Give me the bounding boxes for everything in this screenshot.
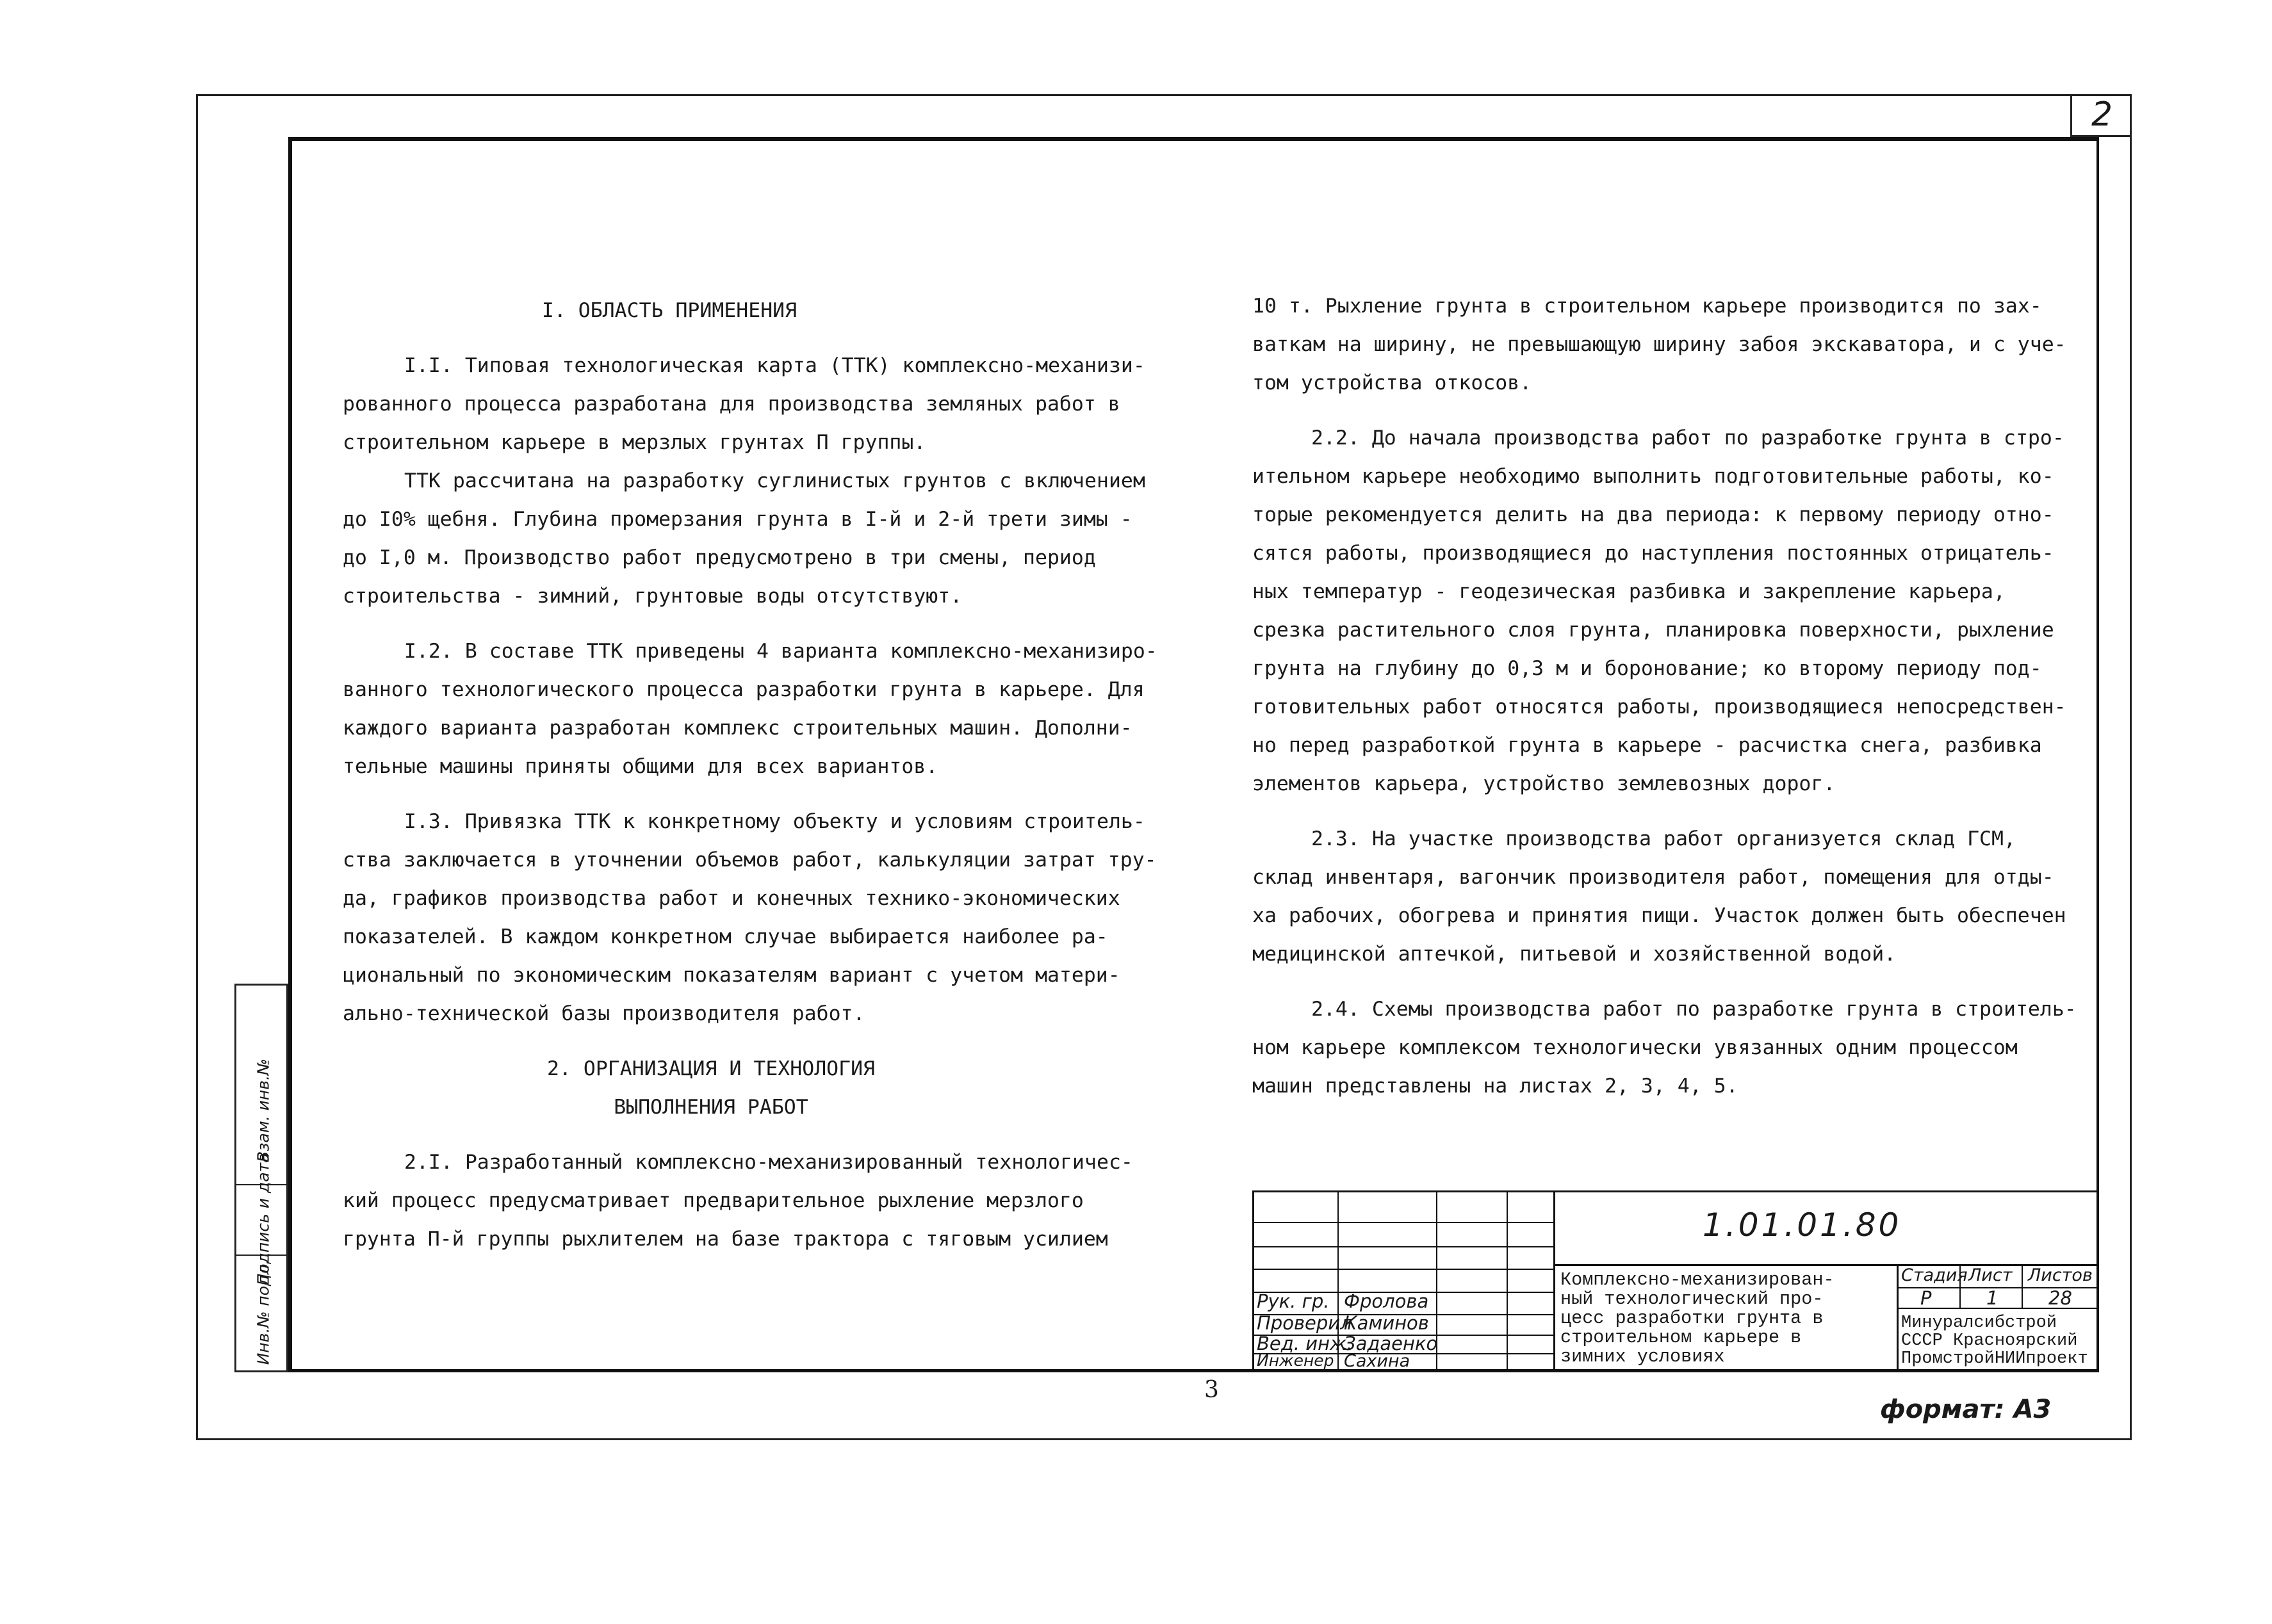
paragraph-2-1-continued: 10 т. Рыхление грунта в строительном карьере производится по зах- ваткам на ширину, не превышающую ширину забоя экскаватора, и с уче- том устройства откосов. [1252,295,2066,394]
left-column [343,291,1166,1258]
section1-title: I. ОБЛАСТЬ ПРИМЕНЕНИЯ [541,299,797,322]
organization: Минуралсибстрой СССР Красноярский ПромстройНИИпроект [1901,1313,2088,1368]
stamp-replace-label: Взам. инв.№ [254,1059,273,1162]
title-block [1252,1190,2099,1372]
sheet-value: 1 [1986,1287,1998,1309]
stage-value: Р [1920,1287,1932,1309]
right-column [1252,287,2085,1105]
staff-role-4: Инженер [1257,1351,1334,1370]
format-label: формат: А3 [1880,1395,2052,1424]
sheet-header: Лист [1968,1265,2013,1285]
stamp-signature-label: Подпись и дата [254,1153,273,1286]
stage-header: Стадия [1901,1265,1968,1285]
side-stamp [234,984,288,1372]
page-number: 3 [1204,1377,1219,1403]
staff-name-2: Каминов [1344,1312,1429,1334]
sheets-value: 28 [2048,1287,2072,1309]
staff-role-2: Проверил [1257,1312,1352,1334]
paragraph-2-1: 2.I. Разработанный комплексно-механизированный технологичес- кий процесс предусматривает предварительное рыхление мерзлого грунта П-й группы рыхлителем на базе трактора с тяговым усилием [343,1151,1133,1251]
staff-name-4: Сахина [1344,1351,1410,1371]
paragraph-2-2: 2.2. До начала производства работ по разработке грунта в стро- ительном карьере необходимо выполнить подготовительные работы, ко- торые рекомендуется делить на два периода: к первому периоду отно- сятся работы, производящиеся до наступления постоянных отрицатель- ных температур - геодезическая разбивка и закрепление карьера, срезка растительного слоя грунта, планировка поверхности, рыхление грунта на глубину до 0,3 м и боронование; ко второму периоду под- готовительных работ относятся работы, производящиеся непосредствен- но перед разработкой грунта в карьере - расчистка снега, разбивка элементов карьера, устройство землевозных дорог. [1252,426,2066,795]
stamp-inventory-label: Инв.№ подл. [254,1259,273,1365]
paragraph-1-1b: ТТК рассчитана на разработку суглинистых грунтов с включением до I0% щебня. Глубина промерзания грунта в I-й и 2-й трети зимы - до I,0 м. Производство работ предусмотрено в три смены, период строительства - зимний, грунтовые воды отсутствуют. [343,469,1145,608]
staff-name-1: Фролова [1344,1290,1429,1312]
document-code: 1.01.01.80 [1703,1206,1902,1244]
paragraph-2-4: 2.4. Схемы производства работ по разработке грунта в строитель- ном карьере комплексом технологически увязанных одним процессом машин представлены на листах 2, 3, 4, 5. [1252,998,2077,1098]
paragraph-1-1: I.I. Типовая технологическая карта (ТТК) комплексно-механизи- рованного процесса разработана для производства земляных работ в строительном карьере в мерзлых грунтах П группы. [343,354,1145,454]
paragraph-2-3: 2.3. На участке производства работ организуется склад ГСМ, склад инвентаря, вагончик производителя работ, помещения для отды- ха рабочих, обогрева и принятия пищи. Участок должен быть обеспечен медицинской аптечкой, питьевой и хозяйственной водой. [1252,827,2066,966]
document-description: Комплексно-механизирован- ный технологический про- цесс разработки грунта в строительном карьере в зимних условиях [1560,1269,1835,1367]
staff-role-3: Вед. инж. [1257,1333,1353,1354]
section2-title: 2. ОРГАНИЗАЦИЯ И ТЕХНОЛОГИЯ ВЫПОЛНЕНИЯ РАБОТ [546,1057,876,1119]
paragraph-1-3: I.3. Привязка ТТК к конкретному объекту и условиям строитель- ства заключается в уточнении объемов работ, калькуляции затрат тру- да, графиков производства работ и конечных технико-экономических показателей. В каждом конкретном случае выбирается наиболее ра- циональный по экономическим показателям вариант с учетом матери- ально-технической базы производителя работ. [343,810,1157,1025]
staff-role-1: Рук. гр. [1257,1290,1330,1312]
sheet-number: 2 [2070,94,2132,137]
sheets-header: Листов [2028,1265,2093,1285]
staff-name-3: Задаенко [1344,1333,1438,1354]
paragraph-1-2: I.2. В составе ТТК приведены 4 варианта комплексно-механизиро- ванного технологического процесса разработки грунта в карьере. Для каждого варианта разработан комплекс строительных машин. Дополни- тельные машины приняты общими для всех вариантов. [343,640,1157,778]
